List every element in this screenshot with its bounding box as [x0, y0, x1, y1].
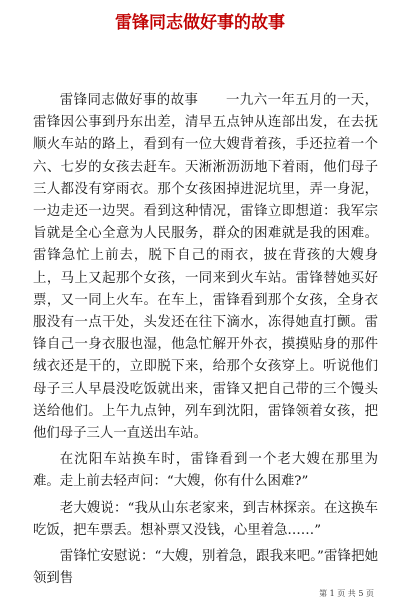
page-number: 第 1 页 共 5 页 — [319, 589, 374, 598]
paragraph: 在沈阳车站换车时，雷锋看到一个老大嫂在那里为难。走上前去轻声问：“大嫂，你有什么困难?” — [33, 452, 378, 490]
paragraph: 雷锋忙安慰说：“大嫂，别着急，跟我来吧。”雷锋把她领到售 — [33, 549, 378, 587]
document-title: 雷锋同志做好事的故事 — [115, 13, 285, 33]
paragraph: 老大嫂说：“我从山东老家来，到吉林探亲。在这换车吃饭，把车票丢。想补票又没钱，心里着急……” — [33, 500, 378, 538]
document-body — [33, 90, 378, 590]
paragraph: 雷锋同志做好事的故事 一九六一年五月的一天，雷锋因公事到丹东出差，清早五点钟从连部出发，在去抚顺火车站的路上，看到有一位大嫂背着孩，手还拉着一个六、七岁的女孩去赶车。天淅淅沥沥地下着雨，他们母子三人都没有穿雨衣。那个女孩困掉进泥坑里，弄一身泥，一边走还一边哭。看到这种情况，雷锋立即想道：我军宗旨就是全心全意为人民服务，群众的困难就是我的困难。雷锋急忙上前去，脱下自己的雨衣，披在背孩的大嫂身上，马上又起那个女孩，一同来到火车站。雷锋替她买好票，又一同上火车。在车上，雷锋看到那个女孩，全身衣服没有一点干处，头发还在往下滴水，冻得她直打颤。雷锋自己一身衣服也湿，他急忙解开外衣，摸摸贴身的那件绒衣还是干的，立即脱下来，给那个女孩穿上。听说他们母子三人早晨没吃饭就出来，雷锋又把自己带的三个馒头送给他们。上午九点钟，列车到沈阳，雷锋领着女孩，把他们母子三人一直送出车站。 — [33, 93, 378, 442]
